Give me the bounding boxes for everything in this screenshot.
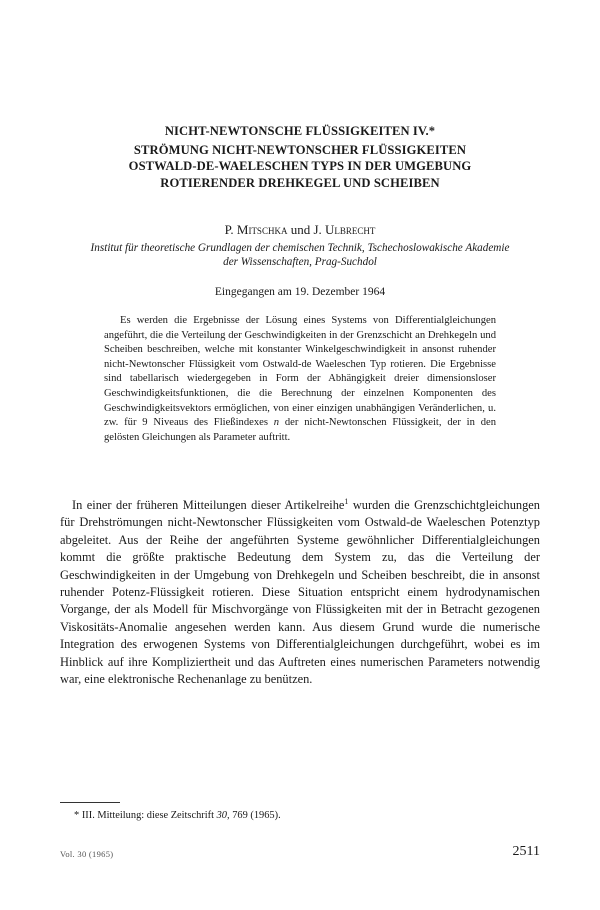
footnote-text: III. Mitteilung: diese Zeitschrift <box>81 810 214 821</box>
affiliation-line-2: der Wissenschaften, Prag-Suchdol <box>223 256 377 269</box>
article-title-line-2: OSTWALD-DE-WAELESCHEN TYPS IN DER UMGEBUNG <box>128 159 472 174</box>
reference-marker: 1 <box>344 496 349 506</box>
affiliation <box>90 241 510 270</box>
page-number: 2511 <box>512 844 540 859</box>
body-paragraph <box>60 497 540 688</box>
journal-volume: Vol. 30 (1965) <box>60 849 114 859</box>
author-line <box>60 222 540 238</box>
author-conjunction: und <box>290 222 311 237</box>
abstract <box>104 314 496 445</box>
footnote-marker: * <box>74 810 80 821</box>
footnote-text: 769 (1965). <box>232 810 281 821</box>
abstract-text: der nicht-Newtonschen Flüssigkeit, der in den gelösten Gleichungen als Parameter auftritt. <box>104 417 496 443</box>
series-title: NICHT-NEWTONSCHE FLÜSSIGKEITEN IV.* <box>164 124 436 138</box>
article-title-line-1: STRÖMUNG NICHT-NEWTONSCHER FLÜSSIGKEITEN <box>133 143 467 158</box>
footnote-volume: 30, <box>216 810 230 821</box>
body-text: wurden die Grenzschichtgleichungen für Drehströmungen nicht-Newtonscher Flüssigkeiten vom Ostwald-de Waeleschen Potenztyp abgeleitet. Aus der Reihe der angeführten Systeme gewöhnlicher Differentialgleichungen kommt die größte praktische Bedeutung dem System zu, das die Verteilung der Geschwindigkeiten in der Umgebung von Drehkegeln und Scheiben beschreibt, die in ansonst ruhender Potenz-Flüssigkeit rotieren. Diese Situation entspricht einem hydrodynamischen Vorgange, der als Modell für Mischvorgänge von Flüssigkeiten mit der in Betracht gezogenen Viskositäts-Anomalie angesehen werden kann. Aus diesem Grund wurde die numerische Integration des erwogenen Systems von Differentialgleichungen durchgeführt, wobei es im Hinblick auf ihre Kompliziertheit und das Auftreten eines numerischen Parameters notwendig war, eine elektronische Rechenanlage zu benützen. <box>60 498 540 687</box>
footnote <box>60 809 540 822</box>
author-name: J. Ulbrecht <box>313 222 376 237</box>
abstract-variable: n <box>273 417 280 429</box>
article-title-block <box>60 123 540 191</box>
body-text: In einer der früheren Mitteilungen dieser Artikelreihe <box>72 498 345 512</box>
received-date: Eingegangen am 19. Dezember 1964 <box>214 286 386 298</box>
article-title-line-3: ROTIERENDER DREHKEGEL UND SCHEIBEN <box>160 175 440 190</box>
footnote-divider <box>60 802 120 803</box>
affiliation-line-1: Institut für theoretische Grundlagen der chemischen Technik, Tschechoslowakische Akademie <box>90 242 510 254</box>
abstract-text: Es werden die Ergebnisse der Lösung eines Systems von Differentialgleichungen angeführt, die die Verteilung der Geschwindigkeiten in der Grenzschicht an Drehkegeln und Scheiben beschreiben, welche mit konstanter Winkelgeschwindigkeit in ansonst ruhender nicht-Newtonscher Flüssigkeit vom Ostwald-de Waeleschen Typ rotieren. Die Ergebnisse sind tabellarisch wiedergegeben in Form der Abhängigkeit dreier dimensionsloser Geschwindigkeitsfunktionen, die die Berechnung der einzelnen Komponenten des Geschwindigkeitsvektors ermöglichen, von einer einzigen unabhängigen Veränderlichen, u. zw. für 9 Niveaus des Fließindexes <box>104 315 496 429</box>
author-name: P. Mitschka <box>224 222 288 237</box>
